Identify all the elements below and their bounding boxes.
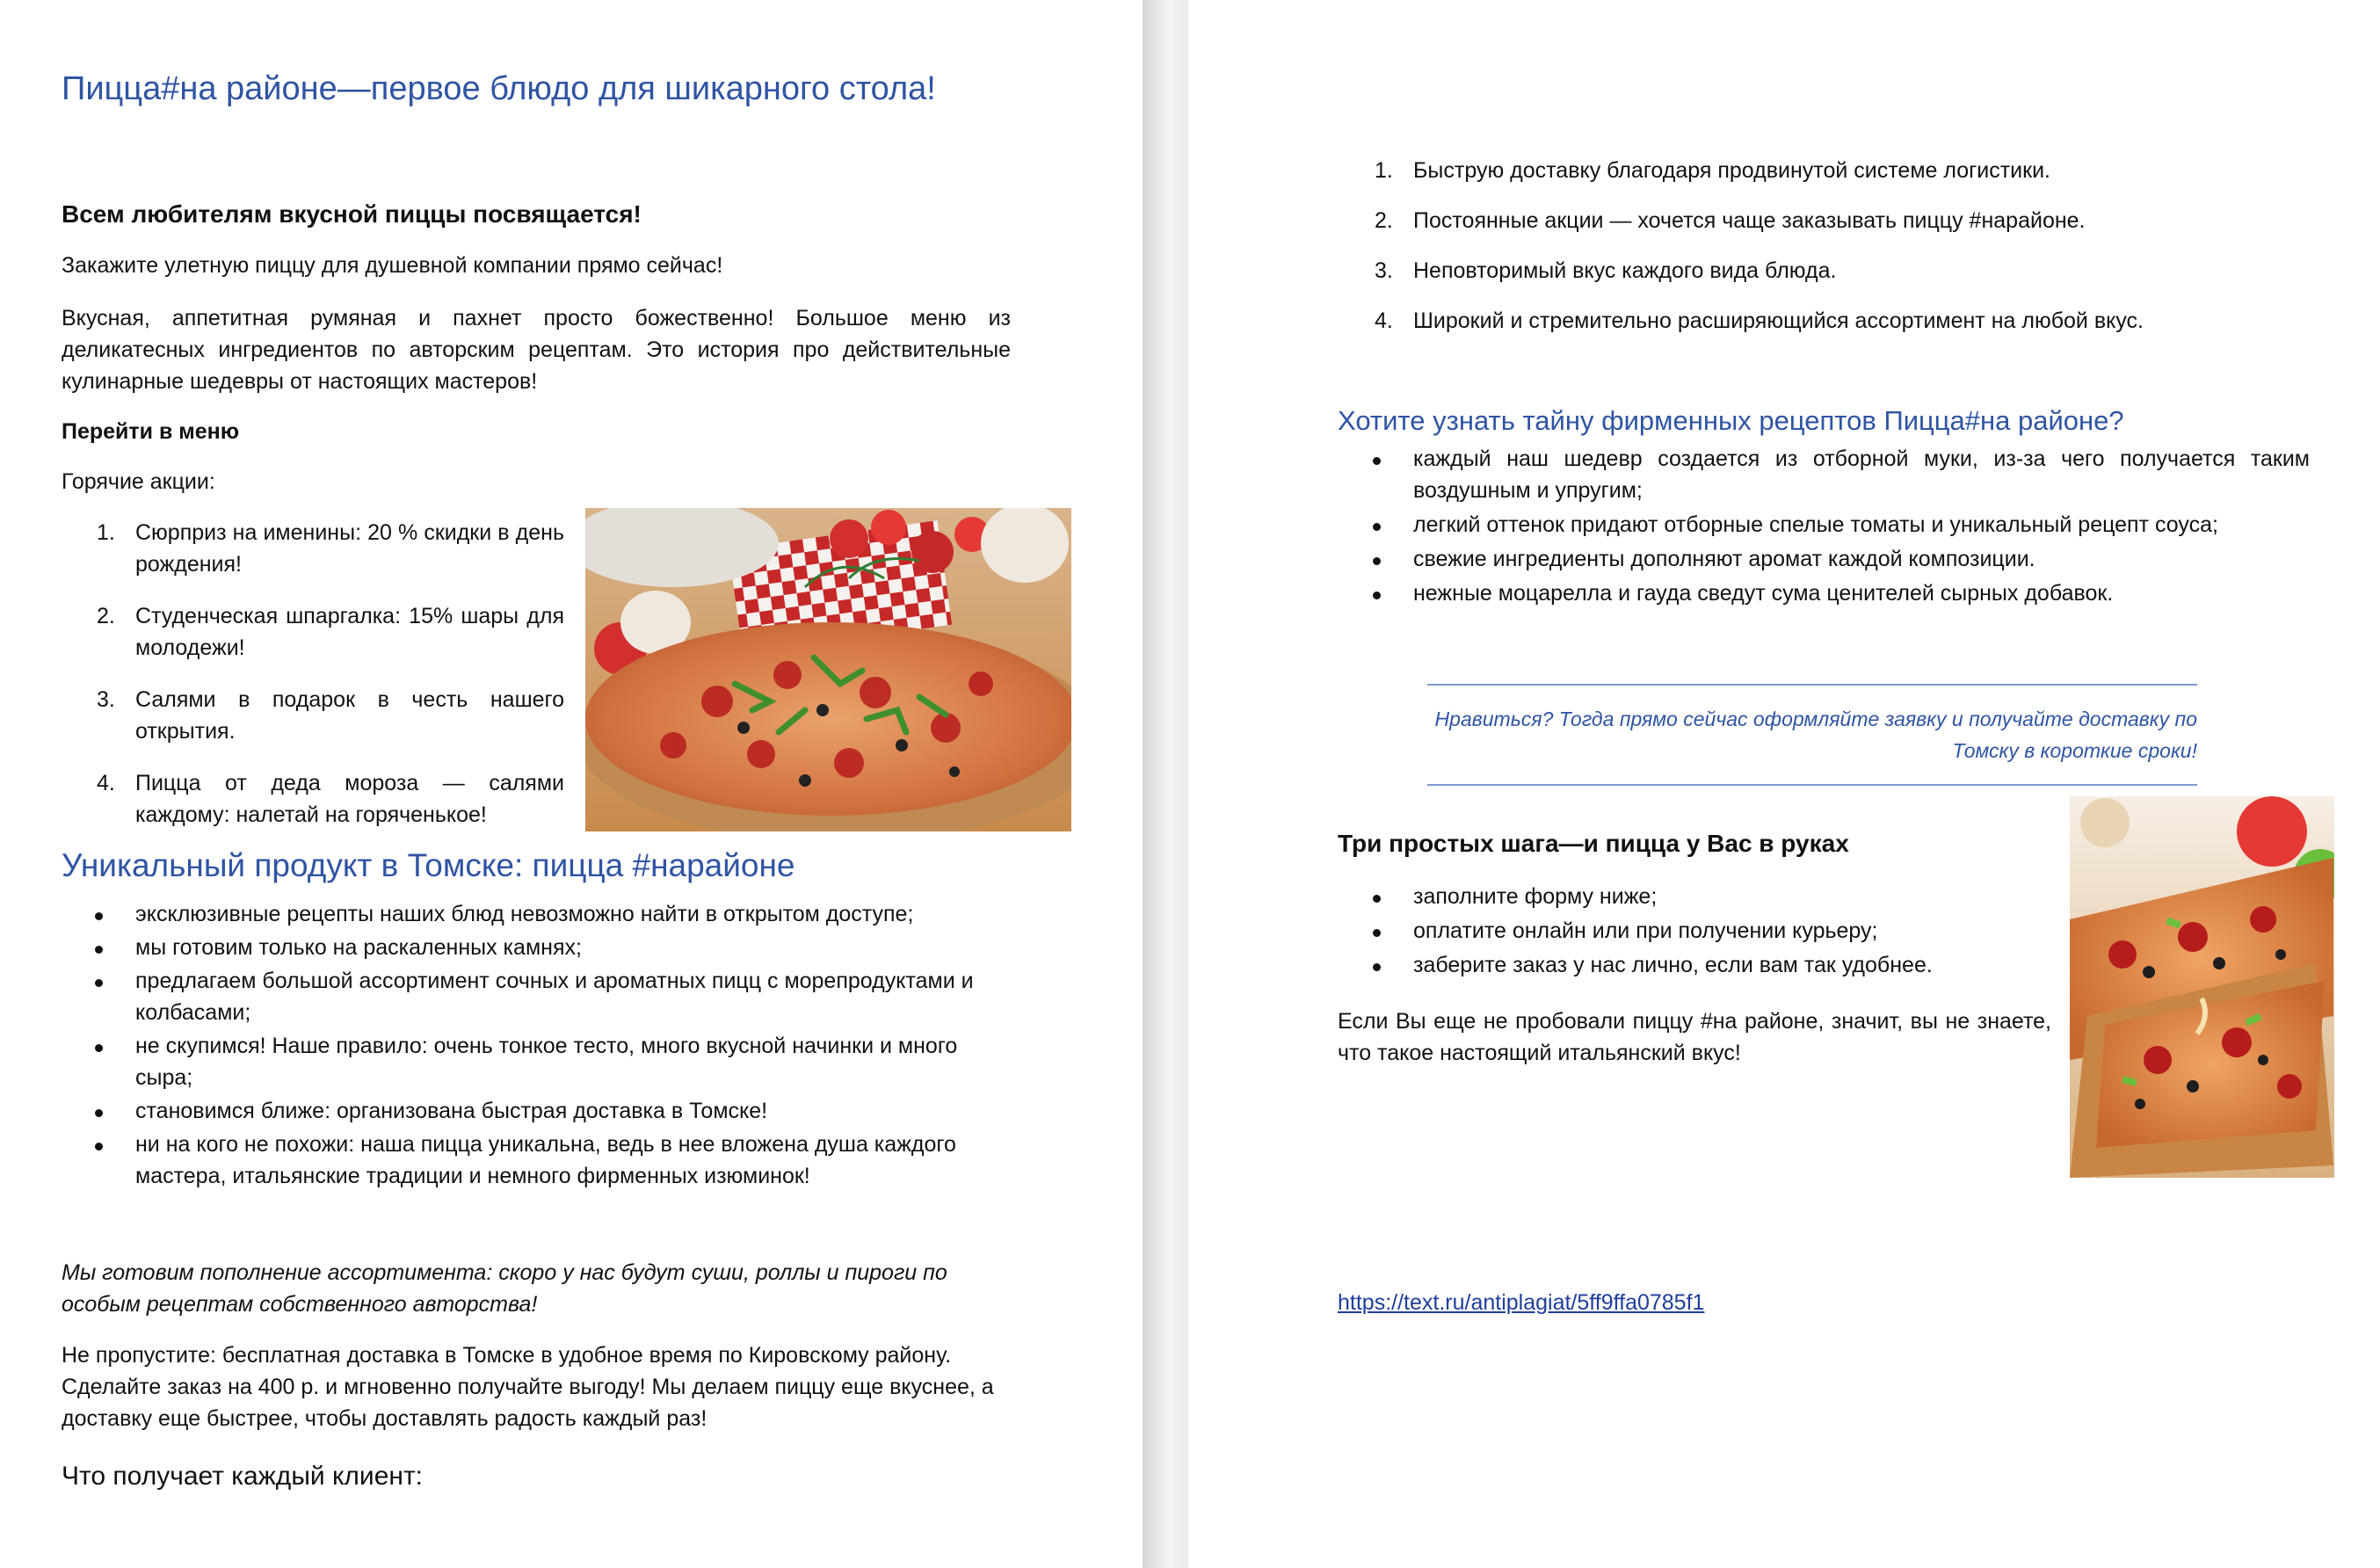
list-item [135,932,1005,963]
list-item-text: каждый наш шедевр создается из отборной муки, из-за чего получается таким воздушным и упругим; [1413,446,2310,503]
list-item [1413,881,2064,912]
quote-top-rule [1427,684,2197,686]
list-number: 2. [1375,208,1393,233]
promo-item [97,767,564,851]
bullet [1373,592,1381,599]
secret-list [1413,443,2310,612]
list-item-text: не скупимся! Наше правило: очень тонкое тесто, много вкусной начинки и много сыра; [135,1034,958,1090]
client-heading: Что получает каждый клиент: [62,1462,424,1491]
quote-block: Нравиться? Тогда прямо сейчас оформляйте заявку и получайте доставку по Томску в короткие сроки! [1434,708,2197,762]
page-gutter [1143,0,1188,1568]
list-item [135,965,1005,1028]
bullet [95,1143,103,1151]
list-item-text: становимся ближе: организована быстрая доставка в Томске! [135,1099,768,1123]
bullet [95,912,103,920]
benefit-item [1375,305,2310,355]
intro-paragraph: Закажите улетную пиццу для душевной компании прямо сейчас! [62,253,723,278]
benefit-text: Неповторимый вкус каждого вида блюда. [1413,258,1837,283]
benefit-item [1375,155,2310,205]
list-item-text: нежные моцарелла и гауда сведут сума ценителей сырных добавок. [1413,581,2114,606]
delivery-paragraph: Не пропустите: бесплатная доставка в Томске в удобное время по Кировскому району. Сделайте заказ на 400 р. и мгновенно получайте выгоду! Мы делаем пиццу еще вкуснее, а доставку еще быстрее, чтобы доставлять радость каждый раз! [62,1343,994,1431]
description-paragraph: Вкусная, аппетитная румяная и пахнет просто божественно! Большое меню из деликатесных ингредиентов по авторским рецептам. Это история про действительные кулинарные шедевры от настоящих мастеров! [62,306,1011,394]
secret-heading: Хотите узнать тайну фирменных рецептов Пицца#на районе? [1338,405,2124,436]
list-item [1413,509,2310,541]
bullet [95,946,103,954]
list-item [1413,443,2310,506]
document-page-1 [0,0,1143,1568]
benefit-item [1375,255,2310,305]
promo-text: Пицца от деда мороза — салями каждому: налетай на горяченькое! [135,771,564,827]
list-item [135,1129,1005,1192]
list-number: 3. [1375,258,1393,283]
list-item [135,898,1005,930]
benefit-text: Быструю доставку благодаря продвинутой системе логистики. [1413,158,2050,183]
pizza-slices-photo [2070,796,2334,1178]
list-item-text: предлагаем большой ассортимент сочных и ароматных пицц с морепродуктами и колбасами; [135,969,974,1025]
list-item-text: свежие ингредиенты дополняют аромат каждой композиции. [1413,547,2035,571]
document-page-2 [1188,0,2380,1568]
bullet [1373,963,1381,971]
promos-list [97,517,564,851]
promo-text: Салями в подарок в честь нашего открытия. [135,687,564,744]
list-item-text: заберите заказ у нас лично, если вам так удобнее. [1413,953,1933,977]
list-number: 4. [1375,309,1393,333]
pizza-photo [585,508,1071,831]
unique-list [135,898,1005,1194]
promo-text: Студенческая шпаргалка: 15% шары для молодежи! [135,604,564,660]
bullet [95,979,103,987]
menu-link[interactable]: Перейти в меню [62,419,240,444]
bullet [1373,895,1381,903]
list-item-text: ни на кого не похожи: наша пицца уникальна, ведь в нее вложена душа каждого мастера, итальянские традиции и немного фирменных изюминок! [135,1132,956,1188]
list-item [135,1030,1005,1093]
benefit-text: Широкий и стремительно расширяющийся ассортимент на любой вкус. [1413,309,2144,333]
steps-heading: Три простых шага—и пицца у Вас в руках [1338,830,1849,857]
promo-item [97,684,564,767]
bullet [1373,523,1381,531]
promo-item [97,517,564,600]
list-number: 1. [97,520,115,545]
list-item [1413,915,2064,947]
assortment-note: Мы готовим пополнение ассортимента: скоро у нас будут суши, роллы и пироги по особым рецептам собственного авторства! [62,1260,947,1317]
list-item-text: мы готовим только на раскаленных камнях; [135,935,582,960]
promos-label: Горячие акции: [62,469,215,494]
list-item [1413,577,2310,609]
section-subtitle: Всем любителям вкусной пиццы посвящается! [62,200,642,228]
promo-item [97,600,564,684]
benefit-text: Постоянные акции — хочется чаще заказывать пиццу #нарайоне. [1413,208,2086,233]
closing-paragraph: Если Вы еще не пробовали пиццу #на районе, значит, вы не знаете, что такое настоящий итальянский вкус! [1338,1009,2051,1065]
list-item-text: легкий оттенок придают отборные спелые томаты и уникальный рецепт соуса; [1413,512,2218,537]
list-item-text: оплатите онлайн или при получении курьеру; [1413,918,1878,943]
unique-heading: Уникальный продукт в Томске: пицца #нарайоне [62,847,795,883]
bullet [1373,929,1381,937]
promo-text: Сюрприз на именины: 20 % скидки в день рождения! [135,520,564,577]
steps-list [1413,881,2064,984]
antiplagiat-link[interactable]: https://text.ru/antiplagiat/5ff9ffa0785f1 [1338,1290,1705,1315]
quote-bottom-rule [1427,784,2197,786]
list-item [1413,949,2064,981]
list-item [135,1095,1005,1127]
list-item-text: заполните форму ниже; [1413,884,1658,909]
list-number: 3. [97,687,115,712]
list-number: 4. [97,771,115,795]
bullet [1373,457,1381,465]
bullet [95,1109,103,1117]
page-title: Пицца#на районе—первое блюдо для шикарного стола! [62,70,936,107]
list-number: 2. [97,604,115,628]
bullet [95,1044,103,1052]
list-item [1413,543,2310,575]
benefits-list [1375,155,2310,355]
bullet [1373,557,1381,565]
list-item-text: эксклюзивные рецепты наших блюд невозможно найти в открытом доступе; [135,902,914,926]
list-number: 1. [1375,158,1393,183]
benefit-item [1375,205,2310,255]
